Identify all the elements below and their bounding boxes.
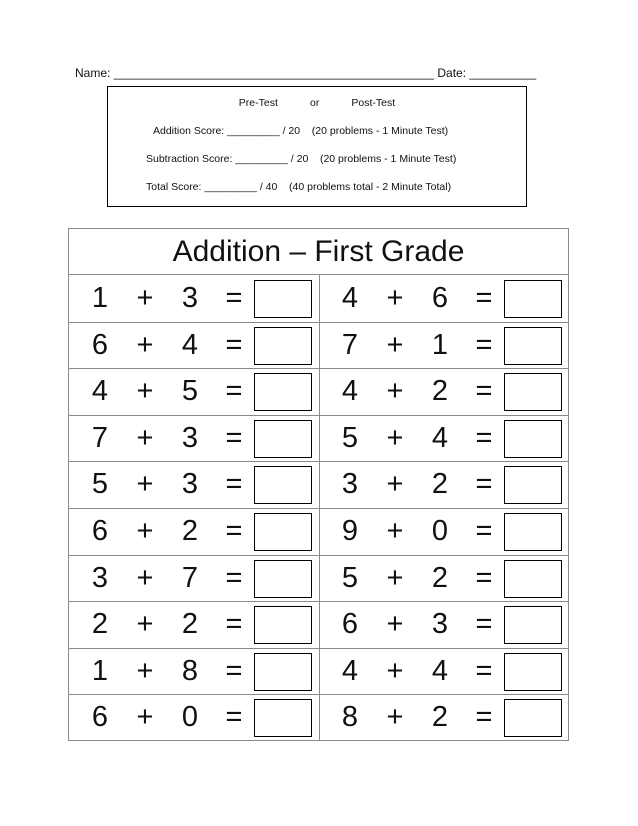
first-addend: 2 (91, 608, 109, 641)
date-label: Date: (434, 66, 470, 80)
plus-sign: + (386, 375, 404, 408)
first-addend: 1 (91, 282, 109, 314)
answer-box[interactable] (254, 513, 312, 551)
answer-box[interactable] (254, 606, 312, 644)
problem-left-6 (69, 508, 319, 554)
first-addend: 7 (341, 328, 359, 361)
first-addend: 4 (341, 375, 359, 408)
problem-right-6 (319, 508, 569, 554)
plus-sign: + (386, 328, 404, 361)
problem-right-3 (319, 368, 569, 414)
equals-sign: = (225, 701, 243, 734)
problem-left-10 (69, 694, 319, 740)
second-addend: 3 (181, 468, 199, 501)
problem-left-2 (69, 322, 319, 368)
plus-sign: + (386, 701, 404, 734)
problem-left-4 (69, 415, 319, 461)
equals-sign: = (225, 561, 243, 594)
answer-box[interactable] (254, 560, 312, 598)
second-addend: 3 (181, 421, 199, 454)
first-addend: 5 (341, 421, 359, 454)
answer-box[interactable] (504, 699, 562, 737)
problem-right-4 (319, 415, 569, 461)
first-addend: 4 (341, 282, 359, 314)
answer-box[interactable] (504, 560, 562, 598)
equals-sign: = (475, 608, 493, 641)
problem-right-8 (319, 601, 569, 647)
total-score-row (146, 181, 564, 193)
second-addend: 3 (431, 608, 449, 641)
problem-right-5 (319, 461, 569, 507)
post-test-label: Post-Test (351, 97, 396, 109)
plus-sign: + (386, 561, 404, 594)
total-score-text: Total Score: _________ / 40 (40 problems total - 2 Minute Total) (146, 181, 452, 193)
plus-sign: + (136, 515, 154, 547)
first-addend: 4 (91, 375, 109, 408)
equals-sign: = (475, 375, 493, 408)
answer-box[interactable] (254, 466, 312, 504)
first-addend: 6 (91, 328, 109, 361)
second-addend: 5 (181, 375, 199, 408)
worksheet-grid (68, 228, 569, 741)
answer-box[interactable] (504, 420, 562, 458)
answer-box[interactable] (254, 699, 312, 737)
equals-sign: = (475, 561, 493, 594)
plus-sign: + (386, 515, 404, 547)
second-addend: 2 (181, 608, 199, 641)
first-addend: 5 (91, 468, 109, 501)
answer-box[interactable] (254, 373, 312, 411)
second-addend: 4 (181, 328, 199, 361)
answer-box[interactable] (504, 280, 562, 318)
equals-sign: = (475, 421, 493, 454)
second-addend: 1 (431, 328, 449, 361)
plus-sign: + (386, 282, 404, 314)
first-addend: 9 (341, 515, 359, 547)
first-addend: 6 (91, 515, 109, 547)
equals-sign: = (475, 654, 493, 687)
equals-sign: = (225, 421, 243, 454)
second-addend: 7 (181, 561, 199, 594)
plus-sign: + (136, 421, 154, 454)
date-field[interactable]: __________ (469, 66, 537, 80)
equals-sign: = (475, 515, 493, 547)
test-type-row (108, 97, 526, 109)
answer-box[interactable] (504, 653, 562, 691)
first-addend: 4 (341, 654, 359, 687)
problem-right-7 (319, 555, 569, 601)
score-box (107, 86, 527, 207)
problem-left-1 (69, 275, 319, 321)
problem-right-9 (319, 648, 569, 694)
answer-box[interactable] (504, 606, 562, 644)
problem-left-9 (69, 648, 319, 694)
plus-sign: + (136, 608, 154, 641)
answer-box[interactable] (254, 420, 312, 458)
addition-score-row (153, 125, 571, 137)
equals-sign: = (475, 468, 493, 501)
second-addend: 2 (431, 561, 449, 594)
equals-sign: = (225, 282, 243, 314)
problem-left-3 (69, 368, 319, 414)
addition-score-text: Addition Score: _________ / 20 (20 problems - 1 Minute Test) (153, 125, 449, 137)
header-line (75, 66, 565, 80)
problem-left-7 (69, 555, 319, 601)
answer-box[interactable] (254, 327, 312, 365)
plus-sign: + (386, 608, 404, 641)
answer-box[interactable] (504, 327, 562, 365)
answer-box[interactable] (504, 466, 562, 504)
plus-sign: + (136, 375, 154, 408)
first-addend: 3 (341, 468, 359, 501)
second-addend: 2 (431, 375, 449, 408)
plus-sign: + (136, 654, 154, 687)
equals-sign: = (225, 375, 243, 408)
equals-sign: = (475, 282, 493, 314)
first-addend: 1 (91, 654, 109, 687)
problem-right-2 (319, 322, 569, 368)
equals-sign: = (225, 608, 243, 641)
second-addend: 4 (431, 421, 449, 454)
plus-sign: + (386, 654, 404, 687)
plus-sign: + (136, 468, 154, 501)
plus-sign: + (136, 328, 154, 361)
equals-sign: = (225, 328, 243, 361)
problem-right-10 (319, 694, 569, 740)
plus-sign: + (136, 561, 154, 594)
second-addend: 8 (181, 654, 199, 687)
first-addend: 3 (91, 561, 109, 594)
second-addend: 2 (431, 468, 449, 501)
equals-sign: = (475, 328, 493, 361)
first-addend: 6 (341, 608, 359, 641)
second-addend: 0 (181, 701, 199, 734)
first-addend: 5 (341, 561, 359, 594)
equals-sign: = (225, 515, 243, 547)
problem-right-1 (319, 275, 569, 321)
plus-sign: + (386, 468, 404, 501)
plus-sign: + (136, 701, 154, 734)
subtraction-score-text: Subtraction Score: _________ / 20 (20 problems - 1 Minute Test) (146, 153, 457, 165)
first-addend: 7 (91, 421, 109, 454)
problem-left-8 (69, 601, 319, 647)
subtraction-score-row (146, 153, 564, 165)
equals-sign: = (225, 654, 243, 687)
name-label: Name: (75, 66, 114, 80)
answer-box[interactable] (504, 513, 562, 551)
equals-sign: = (475, 701, 493, 734)
name-field[interactable]: ________________________________________________ (113, 66, 435, 80)
second-addend: 6 (431, 282, 449, 314)
problem-left-5 (69, 461, 319, 507)
answer-box[interactable] (254, 653, 312, 691)
second-addend: 2 (431, 701, 449, 734)
pre-test-label: Pre-Test (238, 97, 278, 109)
first-addend: 6 (91, 701, 109, 734)
answer-box[interactable] (504, 373, 562, 411)
second-addend: 0 (431, 515, 449, 547)
second-addend: 2 (181, 515, 199, 547)
plus-sign: + (136, 282, 154, 314)
answer-box[interactable] (254, 280, 312, 318)
plus-sign: + (386, 421, 404, 454)
second-addend: 3 (181, 282, 199, 314)
worksheet-title: Addition – First Grade (69, 229, 568, 275)
first-addend: 8 (341, 701, 359, 734)
or-label: or (309, 97, 320, 109)
second-addend: 4 (431, 654, 449, 687)
equals-sign: = (225, 468, 243, 501)
